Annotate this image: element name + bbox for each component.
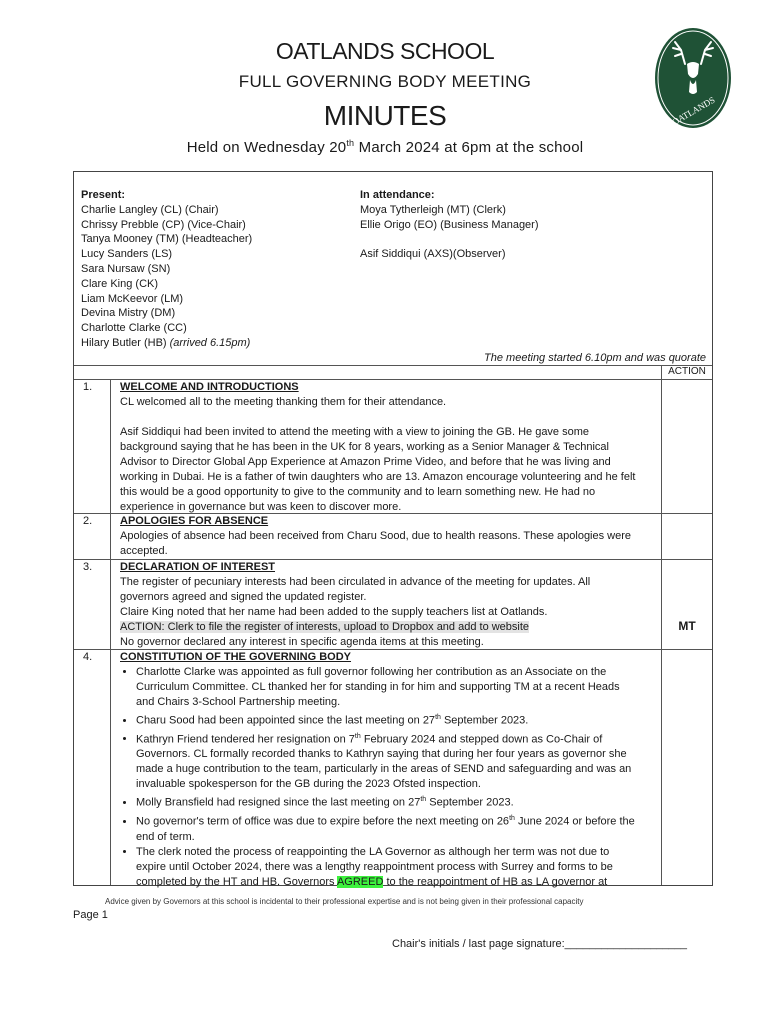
section-declaration: DECLARATION OF INTEREST The register of pecuniary interests had been circulated in advance of the meeting for updates. All governors agreed and signed the updated register. Claire King noted that her name had been added to the supply teachers list at Oatlands. ACTION: Clerk to file the register of interests, upload to Dropbox and add to website No governor declared any interest in specific agenda items at this meeting.	[120, 560, 640, 650]
school-name: OATLANDS SCHOOL	[275, 38, 495, 64]
page-number: Page 1	[73, 909, 108, 921]
item-number: 3.	[83, 561, 93, 573]
action-column-header: ACTION	[668, 366, 706, 377]
document-title: MINUTES	[323, 100, 447, 131]
school-crest-logo	[653, 26, 733, 130]
column-divider	[110, 379, 111, 885]
action-owner: MT	[678, 619, 696, 633]
attendance-list: In attendance: Moya Tytherleigh (MT) (Clerk) Ellie Origo (EO) (Business Manager) Asif Siddiqui (AXS)(Observer)	[360, 189, 539, 261]
section-title: WELCOME AND INTRODUCTIONS	[120, 381, 299, 393]
section-title: DECLARATION OF INTEREST	[120, 561, 276, 573]
list-item: • Molly Bransfield had resigned since the last meeting on 27th September 2023.	[136, 792, 640, 811]
section-welcome: WELCOME AND INTRODUCTIONS CL welcomed all to the meeting thanking them for their attendance. Asif Siddiqui had been invited to attend the meeting with a view to joining the GB. He gave some background saying that he has been in the UK for 8 years, working as a Senior Manager & Technical Advisor to Director Global App Experience at Amazon Prime Video, and before that he was living and working in Dubai. He is a father of twin daughters who are 13. Amazon encourage volunteering and he felt this would be a good opportunity to give to the community and to learn something new. He had no experience in governance but was keen to discover more.	[120, 380, 640, 515]
list-item: • Kathryn Friend tendered her resignation on 7th February 2024 and stepped down as Co-Chair of Governors. CL formally recorded thanks to Kathryn saying that during her four years as governor she made a huge contribution to the team, particularly in the areas of SEND and safeguarding and was an invaluable spokesperson for the GB during the 2023 Ofsted inspection.	[136, 729, 640, 793]
signature-line: Chair's initials / last page signature:____________________	[392, 938, 688, 950]
item-number: 2.	[83, 515, 93, 527]
list-item: • Charu Sood had been appointed since the last meeting on 27th September 2023.	[136, 710, 640, 729]
minutes-table	[73, 171, 713, 886]
section-constitution	[120, 650, 640, 890]
section-apologies: APOLOGIES FOR ABSENCE Apologies of absence had been received from Charu Sood, due to health reasons. These apologies were accepted.	[120, 514, 640, 559]
section-title: CONSTITUTION OF THE GOVERNING BODY	[120, 651, 352, 663]
present-list: Present: Charlie Langley (CL) (Chair) Chrissy Prebble (CP) (Vice-Chair) Tanya Mooney (TM) (Headteacher) Lucy Sanders (LS) Sara Nursaw (SN) Clare King (CK) Liam McKeevor (LM) Devina Mistry (DM) Charlotte Clarke (CC) Hilary Butler (HB) (arrived 6.15pm)	[81, 189, 253, 349]
advice-disclaimer: Advice given by Governors at this school is incidental to their professional expertise and is not being given in their professional capacity	[105, 897, 584, 906]
item-number: 4.	[83, 651, 93, 663]
agreed-highlight: AGREED	[336, 875, 384, 888]
svg-text:OATLANDS: OATLANDS	[670, 94, 717, 128]
section-title: APOLOGIES FOR ABSENCE	[120, 515, 269, 527]
list-item: • The clerk noted the process of reappointing the LA Governor as although her term was not due to expire until October 2024, there was a lengthy reappointment process with Surrey and forms to be completed by the HT and HB. Governors AGREED to the reappointment of HB as LA governor at	[136, 845, 640, 890]
list-item: • Charlotte Clarke was appointed as full governor following her contribution as an Associate on the Curriculum Committee. CL thanked her for standing in for him and supporting TM at a recent Heads and Chairs 3-School Partnership meeting.	[136, 665, 640, 710]
meeting-title: FULL GOVERNING BODY MEETING	[238, 72, 532, 91]
quorate-note: The meeting started 6.10pm and was quorate	[484, 352, 706, 364]
item-number: 1.	[83, 381, 93, 393]
list-item: • No governor's term of office was due to expire before the next meeting on 26th June 2024 or before the end of term.	[136, 811, 640, 845]
meeting-date: Held on Wednesday 20th March 2024 at 6pm at the school	[186, 138, 584, 156]
action-item: ACTION: Clerk to file the register of interests, upload to Dropbox and add to website	[120, 621, 530, 633]
bullet-list	[120, 665, 640, 890]
divider	[74, 365, 712, 366]
